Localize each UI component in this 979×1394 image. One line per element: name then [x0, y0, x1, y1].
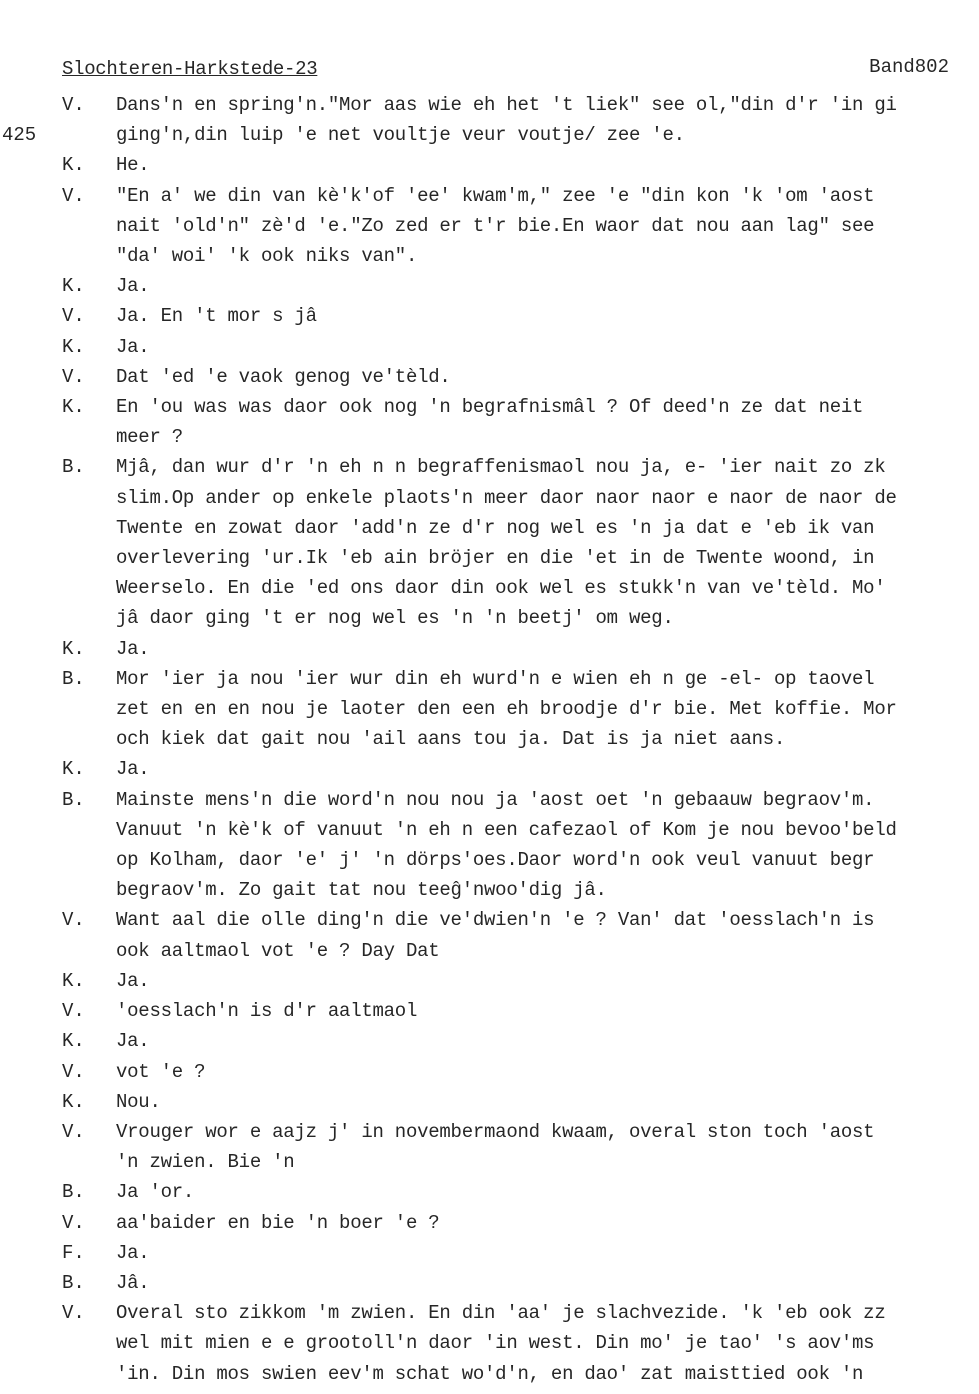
speaker-label: V.: [62, 1000, 85, 1023]
utterance-line: nait 'old'n" zè'd 'e."Zo zed er t'r bie.En waor dat nou aan lag" see: [116, 214, 875, 237]
utterance-line: 'in. Din mos swien eev'm schat wo'd'n, en dao' zat maisttied ook 'n: [116, 1362, 864, 1385]
utterance: [116, 90, 974, 150]
speaker-label: K.: [62, 1030, 85, 1053]
speaker-label: K.: [62, 275, 85, 298]
utterance: [116, 966, 974, 996]
document-title: Slochteren-Harkstede-23: [62, 58, 318, 80]
utterance: [116, 392, 974, 452]
speaker-label: K.: [62, 969, 85, 992]
speaker-label: K.: [62, 637, 85, 660]
utterance-line: Vrouger wor e aajz j' in novembermaond kwaam, overal ston toch 'aost: [116, 1120, 875, 1143]
speaker-label: V.: [62, 365, 85, 388]
utterance-line: He.: [116, 154, 150, 177]
utterance-line: Ja.: [116, 1241, 150, 1264]
utterance: [116, 1026, 974, 1056]
utterance: [116, 150, 974, 180]
utterance-line: vot 'e ?: [116, 1060, 206, 1083]
speaker-label: V.: [62, 1211, 85, 1234]
utterance-line: Mainste mens'n die word'n nou nou ja 'aost oet 'n gebaauw begraov'm.: [116, 788, 875, 811]
transcript-turn: [62, 1177, 974, 1207]
transcript-turn: [62, 1238, 974, 1268]
speaker-label: B.: [62, 1271, 85, 1294]
transcript-turn: [62, 150, 974, 180]
utterance-line: Ja.: [116, 275, 150, 298]
utterance: [116, 1298, 974, 1389]
utterance-line: Dans'n en spring'n."Mor aas wie eh het 't liek" see ol,"din d'r 'in gi: [116, 94, 897, 116]
utterance-line: Ja.: [116, 758, 150, 781]
utterance-line: Ja 'or.: [116, 1181, 195, 1204]
utterance: [116, 754, 974, 784]
utterance-line: "En a' we din van kè'k'of 'ee' kwam'm," zee 'e "din kon 'k 'om 'aost: [116, 184, 875, 207]
speaker-label: K.: [62, 758, 85, 781]
utterance-line: Ja.: [116, 637, 150, 660]
speaker-label: V.: [62, 305, 85, 328]
speaker-label: B.: [62, 456, 85, 479]
utterance: [116, 332, 974, 362]
transcript-turn: [62, 754, 974, 784]
utterance-line: Mjâ, dan wur d'r 'n eh n n begraffenismaol nou ja, e- 'ier nait zo zk: [116, 456, 886, 479]
utterance-line: Mor 'ier ja nou 'ier wur din eh wurd'n e wien eh n ge -el- op taovel: [116, 667, 875, 690]
speaker-label: F.: [62, 1241, 85, 1264]
utterance: [116, 785, 974, 906]
utterance: [116, 1177, 974, 1207]
utterance-line: ging'n,din luip 'e net voultje veur voutje/ zee 'e.: [116, 124, 685, 147]
utterance-line: Dat 'ed 'e vaok genog ve'tèld.: [116, 365, 451, 388]
utterance: [116, 1087, 974, 1117]
utterance: [116, 452, 974, 633]
transcript-turn: [62, 392, 974, 452]
utterance-line: "da' woi' 'k ook niks van".: [116, 245, 418, 268]
utterance: [116, 1117, 974, 1177]
speaker-label: V.: [62, 909, 85, 932]
transcript-turn: [62, 1208, 974, 1238]
transcript-turn: [62, 996, 974, 1026]
speaker-label: B.: [62, 1181, 85, 1204]
transcript-turn: [62, 332, 974, 362]
utterance-line: Overal sto zikkom 'm zwien. En din 'aa' je slachvezide. 'k 'eb ook zz: [116, 1302, 886, 1325]
transcript-turn: [62, 301, 974, 331]
speaker-label: K.: [62, 335, 85, 358]
speaker-label: B.: [62, 788, 85, 811]
transcript-turn: [62, 664, 974, 755]
utterance: [116, 634, 974, 664]
speaker-label: V.: [62, 184, 85, 207]
utterance-line: overlevering 'ur.Ik 'eb ain bröjer en die 'et in de Twente woond, in: [116, 547, 875, 570]
speaker-label: V.: [62, 1302, 85, 1325]
utterance-line: Ja.: [116, 969, 150, 992]
utterance-line: och kiek dat gait nou 'ail aans tou ja. Dat is ja niet aans.: [116, 728, 786, 751]
utterance: [116, 271, 974, 301]
transcript-turn: [62, 1057, 974, 1087]
utterance: [116, 905, 974, 965]
band-number: Band802: [869, 56, 949, 78]
utterance-line: aa'baider en bie 'n boer 'e ?: [116, 1211, 440, 1234]
utterance-line: Weerselo. En die 'ed ons daor din ook wel es stukk'n van ve'tèld. Mo': [116, 577, 886, 600]
utterance-line: meer ?: [116, 426, 183, 449]
utterance-line: Vanuut 'n kè'k of vanuut 'n eh n een cafezaol of Kom je nou bevoo'beld: [116, 818, 897, 841]
transcript-turn: [62, 905, 974, 965]
utterance-line: Ja.: [116, 1030, 150, 1053]
transcript-turn: [62, 1298, 974, 1389]
utterance-line: Jâ.: [116, 1271, 150, 1294]
speaker-label: K.: [62, 154, 85, 177]
speaker-label: K.: [62, 396, 85, 419]
utterance-line: Want aal die olle ding'n die ve'dwien'n 'e ? Van' dat 'oesslach'n is: [116, 909, 875, 932]
transcript-turn: [62, 1087, 974, 1117]
transcript-turn: [62, 634, 974, 664]
speaker-label: V.: [62, 94, 85, 116]
utterance-line: 'oesslach'n is d'r aaltmaol: [116, 1000, 418, 1023]
utterance-line: Twente en zowat daor 'add'n ze d'r nog wel es 'n ja dat e 'eb ik van: [116, 516, 875, 539]
utterance: [116, 362, 974, 392]
utterance-line: Ja.: [116, 335, 150, 358]
utterance: [116, 1268, 974, 1298]
utterance: [116, 301, 974, 331]
transcript-turn: [62, 362, 974, 392]
utterance: [116, 1208, 974, 1238]
transcript-turn: [62, 1117, 974, 1177]
utterance: [116, 1238, 974, 1268]
transcript-turn: [62, 90, 974, 150]
utterance-line: jâ daor ging 't er nog wel es 'n 'n beetj' om weg.: [116, 607, 674, 630]
utterance: [116, 996, 974, 1026]
transcript-turn: [62, 452, 974, 633]
transcript: [62, 90, 974, 1389]
utterance-line: op Kolham, daor 'e' j' 'n dörps'oes.Daor word'n ook veul vanuut begr: [116, 849, 875, 872]
utterance-line: Ja. En 't mor s jâ: [116, 305, 317, 328]
utterance-line: begraov'm. Zo gait tat nou teeĝ'nwoo'dig jâ.: [116, 879, 607, 902]
utterance: [116, 181, 974, 272]
utterance-line: Nou.: [116, 1090, 161, 1113]
transcript-turn: [62, 1026, 974, 1056]
utterance: [116, 1057, 974, 1087]
utterance: [116, 664, 974, 755]
transcript-turn: [62, 181, 974, 272]
margin-number: 425: [2, 124, 37, 146]
speaker-label: V.: [62, 1060, 85, 1083]
transcript-turn: [62, 1268, 974, 1298]
speaker-label: K.: [62, 1090, 85, 1113]
utterance-line: zet en en en nou je laoter den een eh broodje d'r bie. Met koffie. Mor: [116, 698, 897, 721]
utterance-line: slim.Op ander op enkele plaots'n meer daor naor naor e naor de naor de: [116, 486, 897, 509]
utterance-line: 'n zwien. Bie 'n: [116, 1151, 295, 1174]
transcript-turn: [62, 271, 974, 301]
utterance-line: wel mit mien e e grootoll'n daor 'in west. Din mo' je tao' 's aov'ms: [116, 1332, 875, 1355]
utterance-line: En 'ou was was daor ook nog 'n begrafnismâl ? Of deed'n ze dat neit: [116, 396, 864, 419]
transcript-turn: [62, 966, 974, 996]
speaker-label: V.: [62, 1120, 85, 1143]
speaker-label: B.: [62, 667, 85, 690]
utterance-line: ook aaltmaol vot 'e ? Day Dat: [116, 939, 440, 962]
transcript-turn: [62, 785, 974, 906]
